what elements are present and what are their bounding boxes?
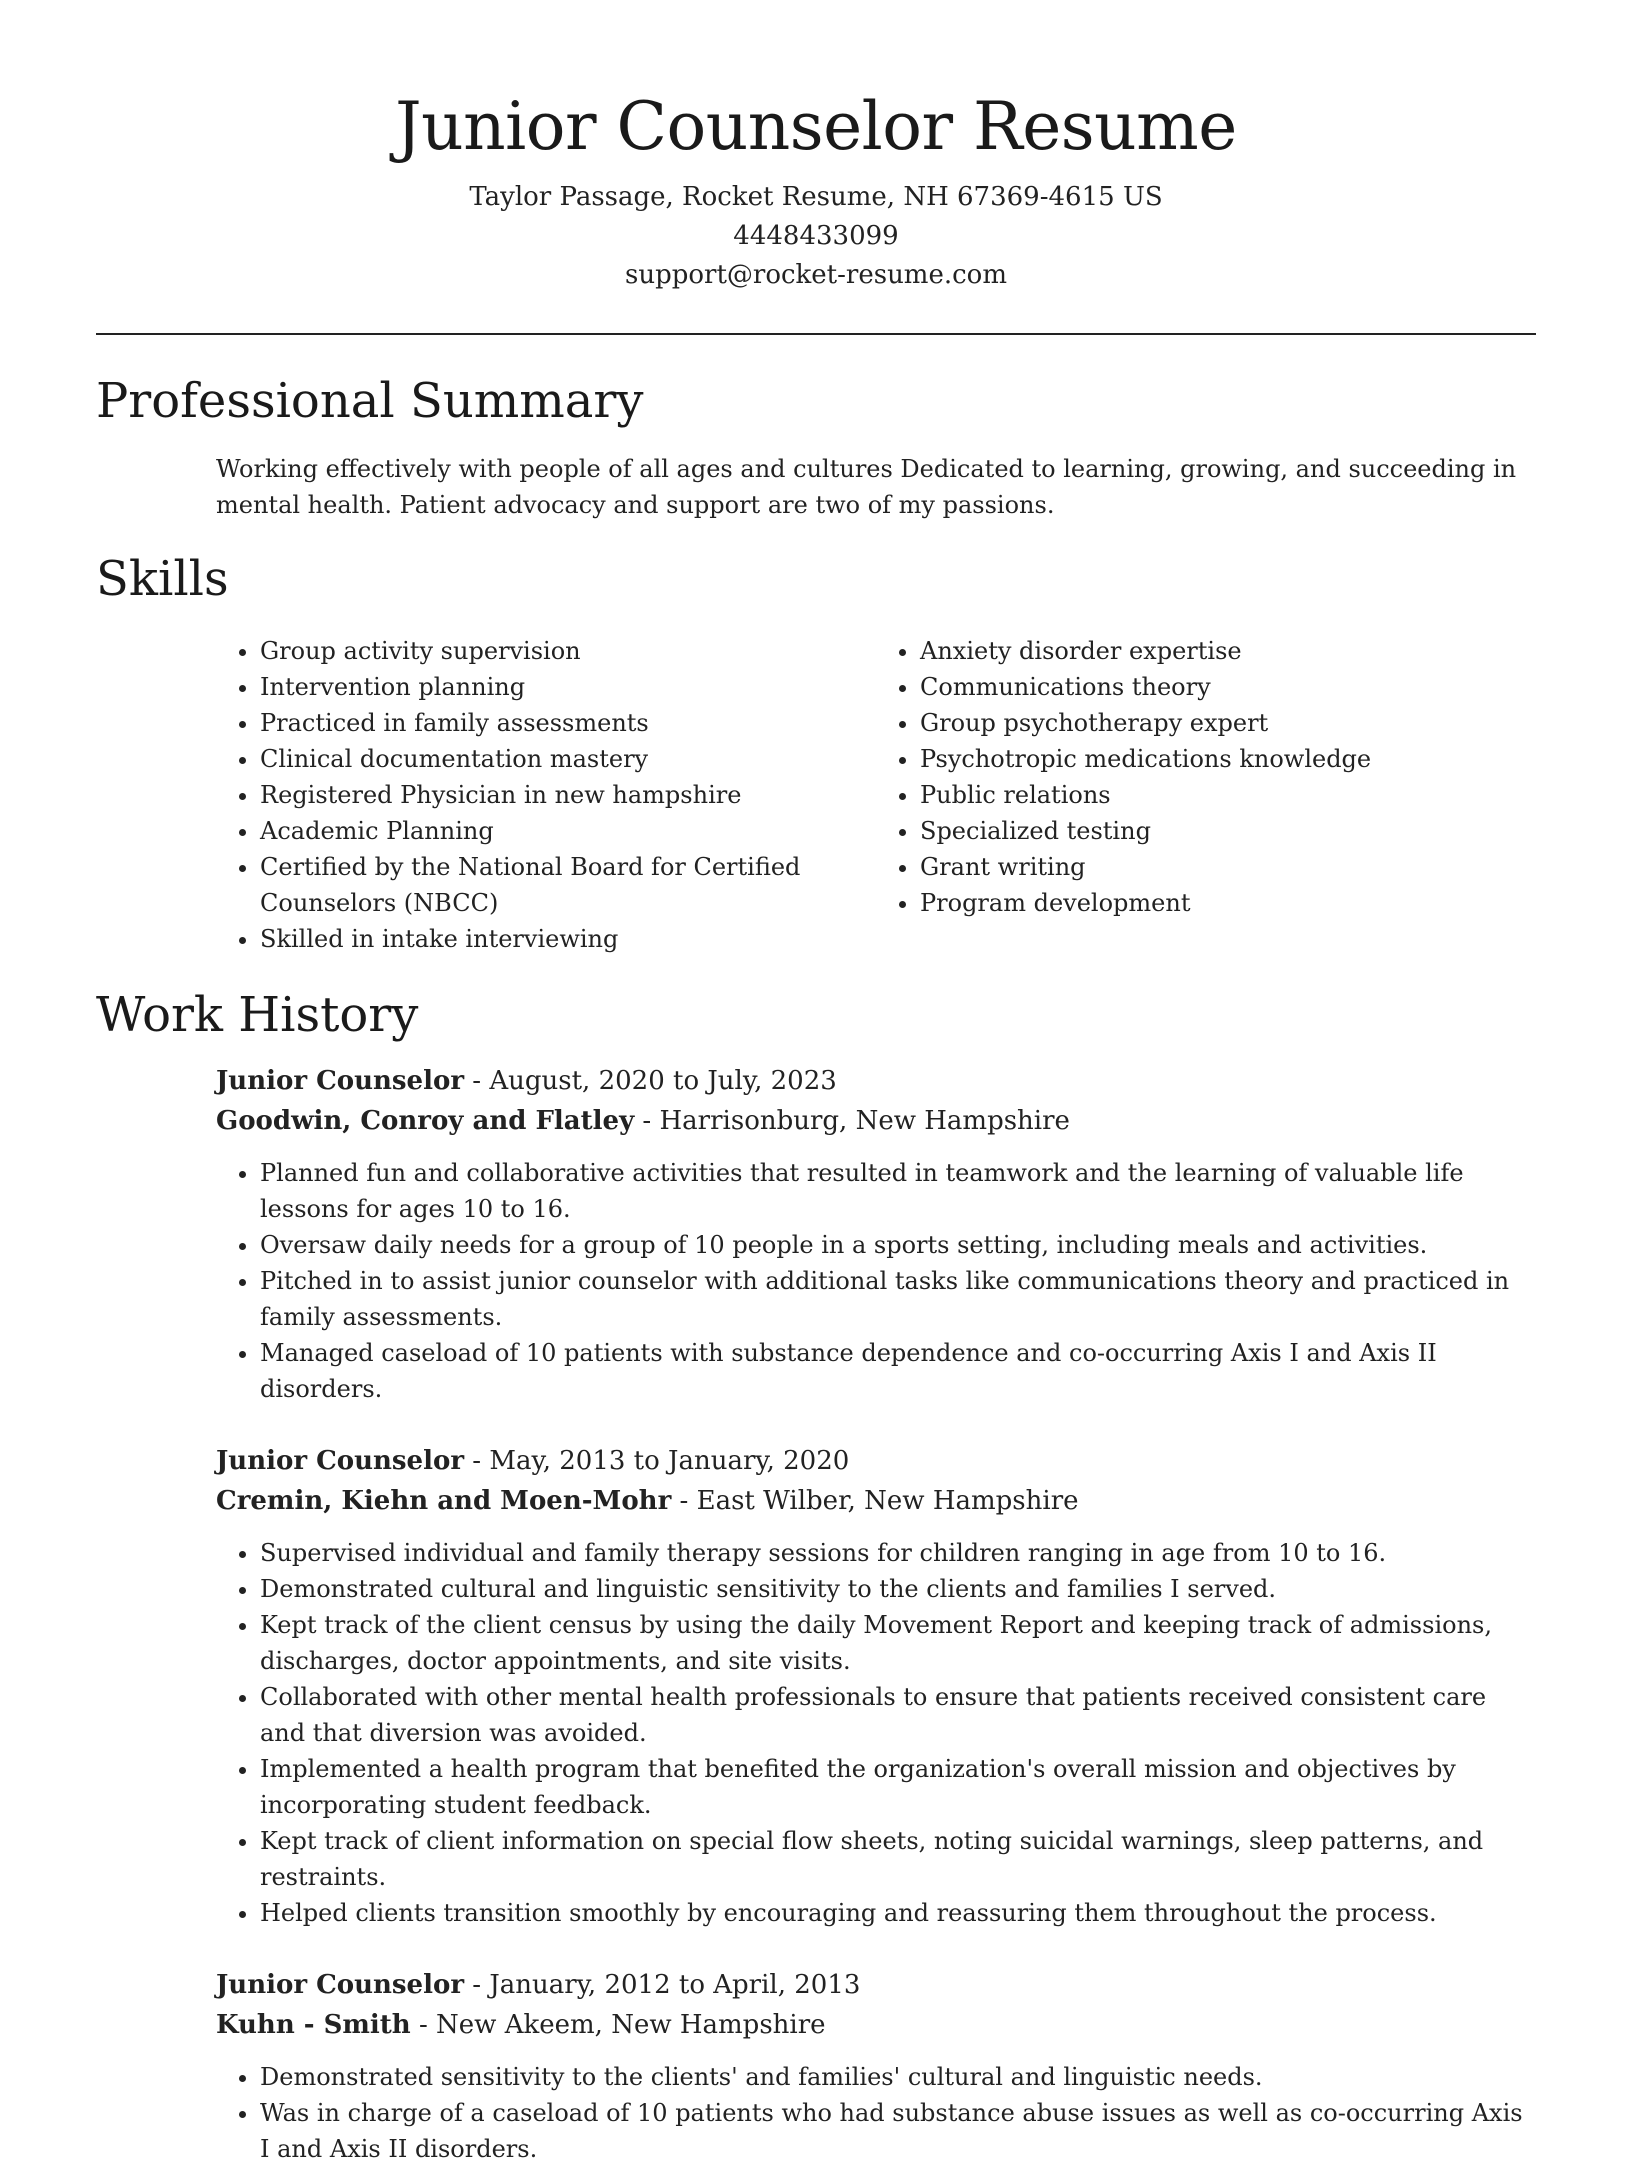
- job-entry: [216, 1965, 1536, 2167]
- summary-text: Working effectively with people of all ages and cultures Dedicated to learning, growing, and succeeding in mental health. Patient advocacy and support are two of my passions.: [216, 455, 1517, 519]
- job-company: Goodwin, Conroy and Flatley: [216, 1106, 635, 1136]
- skill-item: • Intervention planning: [260, 669, 876, 705]
- job-bullet: • Was in charge of a caseload of 10 patients who had substance abuse issues as well as co-occurring Axis I and Axis II disorders.: [260, 2095, 1536, 2167]
- skills-list: [216, 633, 1536, 957]
- contact-address: Taylor Passage, Rocket Resume, NH 67369-4615 US: [469, 182, 1163, 212]
- job-company-line: [216, 1101, 1536, 1141]
- skills-column-right: [876, 633, 1536, 957]
- job-location: East Wilber, New Hampshire: [696, 1486, 1079, 1516]
- job-bullet: • Collaborated with other mental health professionals to ensure that patients received consistent care and that diversion was avoided.: [260, 1679, 1536, 1751]
- job-bullet: • Supervised individual and family therapy sessions for children ranging in age from 10 to 16.: [260, 1535, 1536, 1571]
- skills-heading: Skills: [96, 551, 229, 607]
- job-entry: [216, 1441, 1536, 1931]
- header-divider: [96, 333, 1536, 335]
- skill-item: • Practiced in family assessments: [260, 705, 876, 741]
- job-location: New Akeem, New Hampshire: [436, 2010, 826, 2040]
- job-bullet-list: [216, 1155, 1536, 1407]
- summary-heading: Professional Summary: [96, 373, 644, 429]
- skill-item: • Certified by the National Board for Certified Counselors (NBCC): [260, 849, 876, 921]
- skill-item: • Specialized testing: [920, 813, 1536, 849]
- skill-item: • Group activity supervision: [260, 633, 876, 669]
- skill-item: • Registered Physician in new hampshire: [260, 777, 876, 813]
- separator: -: [410, 2010, 437, 2040]
- skill-item: • Clinical documentation mastery: [260, 741, 876, 777]
- job-bullet: • Managed caseload of 10 patients with substance dependence and co-occurring Axis I and Axis II disorders.: [260, 1335, 1536, 1407]
- job-bullet: • Demonstrated sensitivity to the clients' and families' cultural and linguistic needs.: [260, 2059, 1536, 2095]
- job-bullet: • Implemented a health program that benefited the organization's overall mission and objectives by incorporating student feedback.: [260, 1751, 1536, 1823]
- work-history-heading: Work History: [96, 987, 419, 1043]
- job-company: Cremin, Kiehn and Moen-Mohr: [216, 1486, 672, 1516]
- skill-item: • Academic Planning: [260, 813, 876, 849]
- job-title: Junior Counselor: [216, 1446, 465, 1476]
- resume-page: [96, 0, 1536, 2167]
- job-bullet: • Pitched in to assist junior counselor with additional tasks like communications theory and practiced in family assessments.: [260, 1263, 1536, 1335]
- job-bullet: • Kept track of the client census by using the daily Movement Report and keeping track of admissions, discharges, doctor appointments, and site visits.: [260, 1607, 1536, 1679]
- separator: -: [464, 1446, 490, 1476]
- job-title: Junior Counselor: [216, 1970, 465, 2000]
- job-bullet: • Kept track of client information on special flow sheets, noting suicidal warnings, sleep patterns, and restraints.: [260, 1823, 1536, 1895]
- resume-header: [96, 0, 1536, 295]
- job-bullet-list: [216, 2059, 1536, 2167]
- separator: -: [464, 1066, 490, 1096]
- work-history-list: [96, 1061, 1536, 2167]
- job-company-line: [216, 2005, 1536, 2045]
- job-dates: August, 2020 to July, 2023: [489, 1066, 837, 1096]
- job-title-line: [216, 1965, 1536, 2005]
- job-company: Kuhn - Smith: [216, 2010, 411, 2040]
- skill-item: • Skilled in intake interviewing: [260, 921, 876, 957]
- job-location: Harrisonburg, New Hampshire: [659, 1106, 1070, 1136]
- job-title-line: [216, 1061, 1536, 1101]
- skill-item: • Group psychotherapy expert: [920, 705, 1536, 741]
- contact-phone: 4448433099: [733, 221, 899, 251]
- job-entry: [216, 1061, 1536, 1407]
- job-bullet-list: [216, 1535, 1536, 1931]
- job-dates: January, 2012 to April, 2013: [489, 1970, 861, 2000]
- skill-item: • Psychotropic medications knowledge: [920, 741, 1536, 777]
- job-bullet: • Demonstrated cultural and linguistic sensitivity to the clients and families I served.: [260, 1571, 1536, 1607]
- contact-email: support@rocket-resume.com: [624, 260, 1007, 290]
- skill-item: • Public relations: [920, 777, 1536, 813]
- skill-item: • Anxiety disorder expertise: [920, 633, 1536, 669]
- separator: -: [671, 1486, 697, 1516]
- contact-block: [96, 178, 1536, 295]
- job-title: Junior Counselor: [216, 1066, 465, 1096]
- job-bullet: • Oversaw daily needs for a group of 10 people in a sports setting, including meals and activities.: [260, 1227, 1536, 1263]
- separator: -: [464, 1970, 490, 2000]
- job-bullet: • Planned fun and collaborative activities that resulted in teamwork and the learning of valuable life lessons for ages 10 to 16.: [260, 1155, 1536, 1227]
- job-dates: May, 2013 to January, 2020: [489, 1446, 850, 1476]
- job-company-line: [216, 1481, 1536, 1521]
- skill-item: • Communications theory: [920, 669, 1536, 705]
- job-title-line: [216, 1441, 1536, 1481]
- skills-column-left: [216, 633, 876, 957]
- skill-item: • Program development: [920, 885, 1536, 921]
- separator: -: [634, 1106, 660, 1136]
- resume-title: Junior Counselor Resume: [395, 88, 1237, 165]
- job-bullet: • Helped clients transition smoothly by encouraging and reassuring them throughout the process.: [260, 1895, 1536, 1931]
- skill-item: • Grant writing: [920, 849, 1536, 885]
